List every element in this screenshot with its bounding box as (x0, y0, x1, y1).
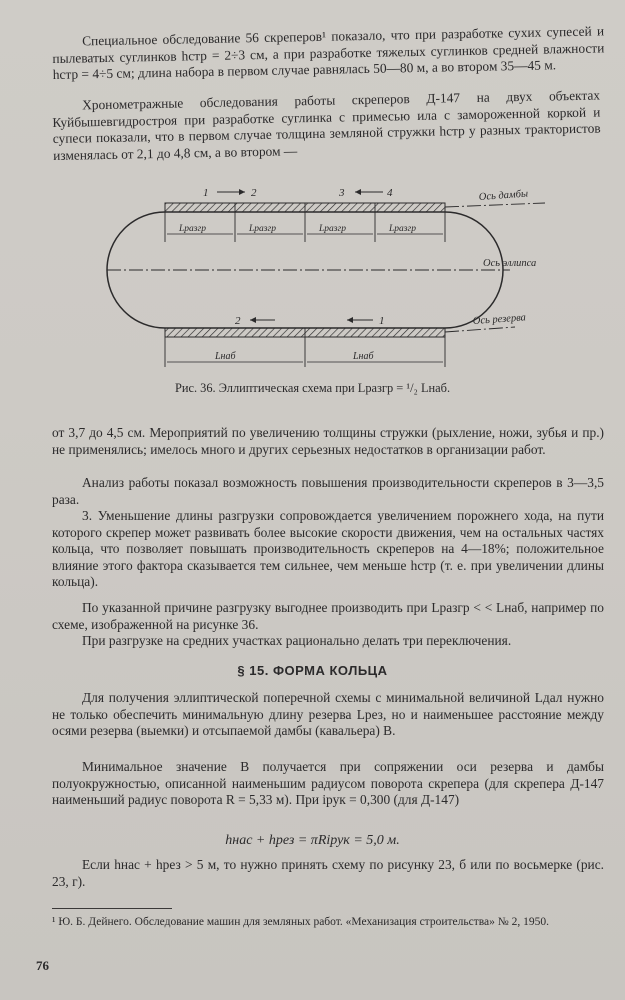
l-razgr-3: Lразгр (319, 224, 346, 234)
paragraph-analysis: Анализ работы показал возможность повышения производительности скреперов в 3—3,5 раза. (52, 475, 604, 507)
formula: hнас + hрез = πRiрук = 5,0 м. (225, 833, 400, 848)
footnote: ¹ Ю. Б. Дейнего. Обследование машин для земляных работ. «Механизация строительства» № 2, 1950. (52, 916, 549, 928)
l-nab-2: Lнаб (353, 351, 374, 362)
paragraph-unloading-length: 3. Уменьшение длины разгрузки сопровождается увеличением порожнего хода, на пути которого скрепер может развивать более высокие скорости движения, чем на остальных частях кольца, что позволяет повышать производительность скреперов на 4—18%; положительное влияние этого фактора сказывается тем сильнее, чем меньше hстр (т. е. при увеличении длины кольца). (52, 508, 604, 590)
paragraph-scheme-choice: Если hнас + hрез > 5 м, то нужно принять схему по рисунку 23, б или по восьмерке (рис. 23, г). (52, 857, 604, 889)
figure-caption: Рис. 36. Эллиптическая схема при Lразгр = ¹/₂ Lнаб. (174, 381, 451, 395)
page-number: 76 (36, 958, 49, 973)
label-4-top: 4 (387, 187, 393, 199)
l-razgr-4: Lразгр (389, 224, 416, 234)
paragraph-timing-survey: Хронометражные обследования работы скреперов Д-147 на двух объектах Куйбышевгидростроя при разработке суглинка с примесью ила с заморожeнной коркой и супеси показали, что в первом случае толщина земляной стружки hстр у разных трактористов изменялась от 2,1 до 4,8 см, а во втором — (52, 87, 601, 163)
paragraph-scraper-survey: Специальное обследование 56 скреперов¹ показало, что при разработке сухих супесей и пылеватых суглинков hстр = 2÷3 см, а при разработке тяжелых суглинков средней влажности hстр = 4÷5 см; длина набора в первом случае равнялась 50—80 м, а во втором 35—45 м. (52, 23, 605, 83)
label-3-top: 3 (339, 187, 345, 199)
footnote-rule (52, 908, 172, 909)
l-nab-1: Lнаб (215, 351, 236, 362)
section-heading: § 15. ФОРМА КОЛЬЦА (237, 663, 388, 678)
l-razgr-2: Lразгр (249, 224, 276, 234)
label-1-top: 1 (203, 187, 209, 199)
label-2-bottom: 2 (235, 315, 241, 327)
paragraph-minimum-b: Минимальное значение B получается при сопряжении оси резерва и дамбы полуокружностью, описанной наименьшим радиусом поворота скрепера (для скрепера Д-147 наименьший радиус поворота R = 5,33 м). При iрук = 0,300 (для Д-147) (52, 759, 604, 808)
axis-ellipse-label: Ось эллипса (483, 258, 537, 269)
axis-dam-label (478, 189, 528, 203)
paragraph-elliptical-scheme: Для получения эллиптической поперечной схемы с минимальной величиной Lдал нужно не только обеспечить минимальную длину резерва Lрез, но и наименьшее расстояние между осями резерва (выемки) и отсыпаемой дамбы (кавальера) B. (52, 690, 604, 739)
paragraph-switching: При разгрузке на средних участках рационально делать три переключения. (82, 633, 512, 648)
axis-dam-label-text: Ось дамбы (478, 188, 529, 203)
label-2-top: 2 (251, 187, 257, 199)
figure-36-elliptical-scheme (95, 182, 565, 377)
paragraph-continuation: от 3,7 до 4,5 см. Мероприятий по увеличению толщины стружки (рыхление, ножи, зубья и пр.) не применялись; имелось много и других серьезных недостатков в организации работ. (52, 425, 604, 457)
label-1-bottom: 1 (379, 315, 385, 327)
paragraph-unloading-reason: По указанной причине разгрузку выгоднее производить при Lразгр < < Lнаб, например по схеме, изображенной на рисунке 36. (52, 600, 604, 632)
l-razgr-1: Lразгр (179, 224, 206, 234)
axis-reserve-label: Ось резерва (472, 312, 527, 327)
